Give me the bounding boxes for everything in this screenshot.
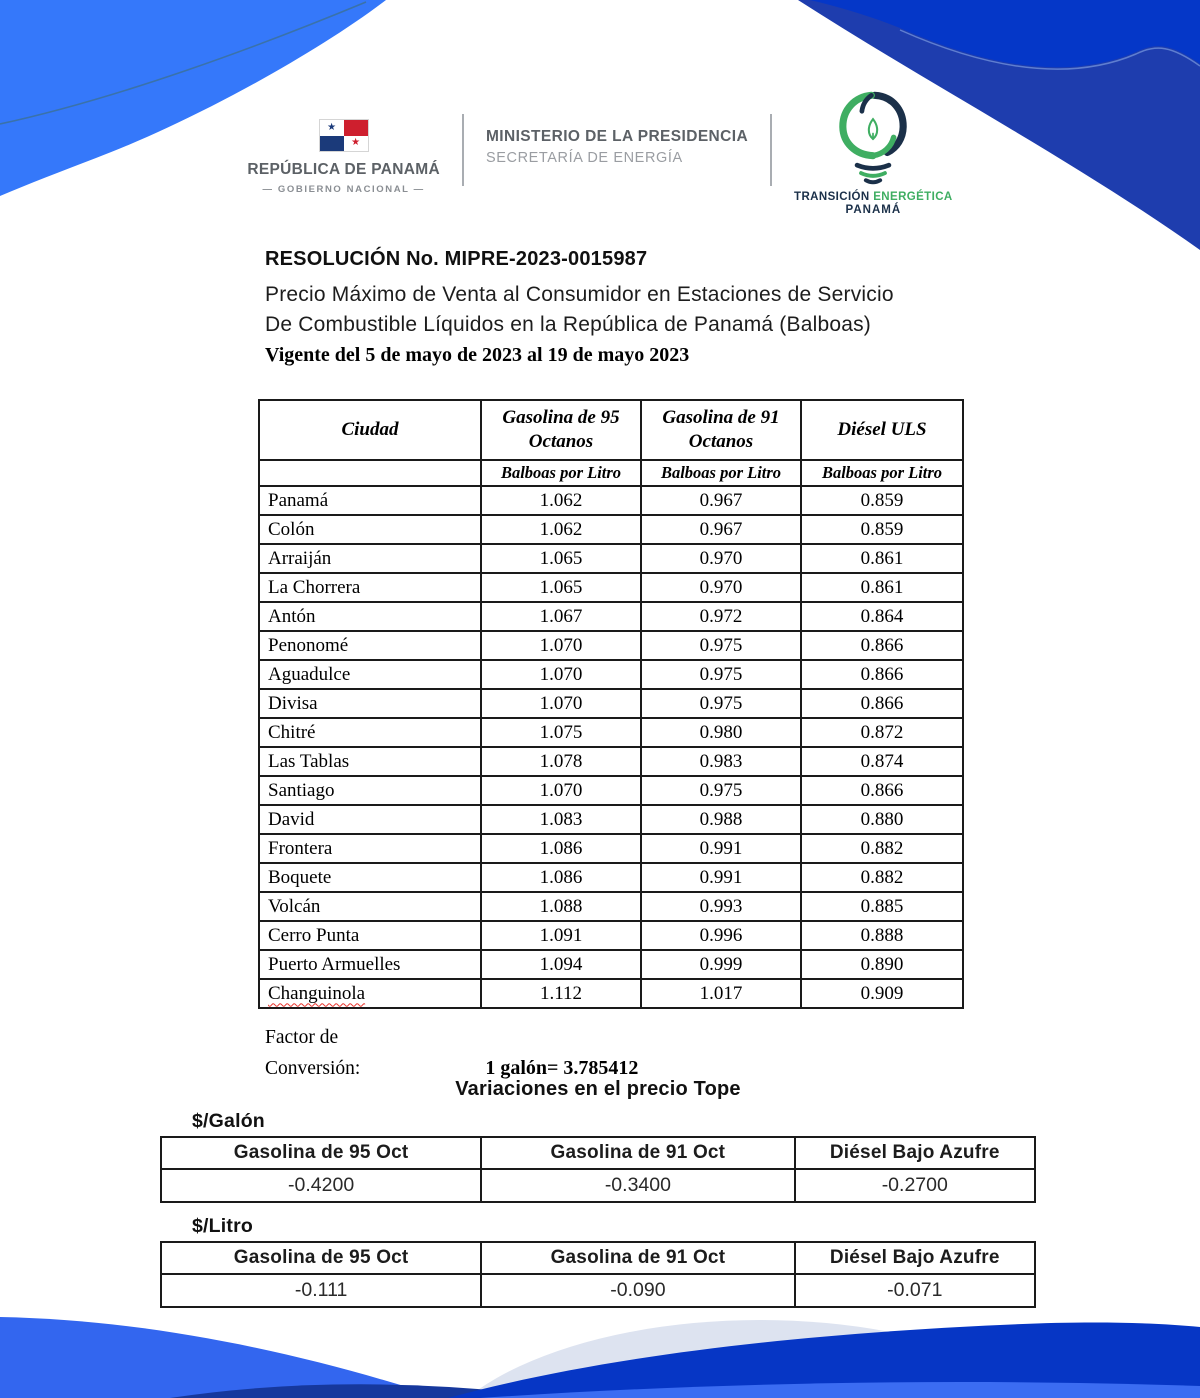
subtitle-line-1: Precio Máximo de Venta al Consumidor en Estaciones de Servicio xyxy=(265,283,894,306)
header-divider xyxy=(770,114,772,186)
table-row xyxy=(161,1274,1035,1307)
var-col-g91: Gasolina de 91 Oct xyxy=(481,1137,794,1169)
g91-price-cell: 0.999 xyxy=(641,950,801,979)
g91-price-cell: 0.975 xyxy=(641,660,801,689)
var-col-g91: Gasolina de 91 Oct xyxy=(481,1242,794,1274)
table-row xyxy=(259,979,963,1008)
gobierno-name: REPÚBLICA DE PANAMÁ xyxy=(247,161,440,178)
price-table-body xyxy=(259,486,963,1008)
flag-quadrant-blue xyxy=(320,136,344,152)
diesel-price-cell: 0.861 xyxy=(801,544,963,573)
liter-value-g95: -0.111 xyxy=(161,1274,481,1307)
col-header-diesel: Diésel ULS xyxy=(801,400,963,460)
panama-word: PANAMÁ xyxy=(845,204,902,216)
g91-price-cell: 0.993 xyxy=(641,892,801,921)
col-header-g91: Gasolina de 91 Octanos xyxy=(641,400,801,460)
header-logos xyxy=(0,88,1200,216)
table-row xyxy=(259,892,963,921)
table-row xyxy=(259,863,963,892)
city-cell: Boquete xyxy=(259,863,481,892)
diesel-price-cell: 0.885 xyxy=(801,892,963,921)
g95-price-cell: 1.070 xyxy=(481,631,641,660)
diesel-price-cell: 0.866 xyxy=(801,689,963,718)
gobierno-subtitle: — GOBIERNO NACIONAL — xyxy=(262,184,425,195)
diesel-price-cell: 0.861 xyxy=(801,573,963,602)
var-col-g95: Gasolina de 95 Oct xyxy=(161,1242,481,1274)
var-col-diesel: Diésel Bajo Azufre xyxy=(795,1242,1035,1274)
city-cell: Las Tablas xyxy=(259,747,481,776)
gallon-value-g91: -0.3400 xyxy=(481,1169,794,1202)
city-cell: Chitré xyxy=(259,718,481,747)
diesel-price-cell: 0.882 xyxy=(801,863,963,892)
g95-price-cell: 1.067 xyxy=(481,602,641,631)
g95-price-cell: 1.086 xyxy=(481,834,641,863)
g95-price-cell: 1.062 xyxy=(481,515,641,544)
liter-value-g91: -0.090 xyxy=(481,1274,794,1307)
flag-quadrant-white-blue-star: ★ xyxy=(320,120,344,136)
diesel-price-cell: 0.890 xyxy=(801,950,963,979)
city-cell: Arraiján xyxy=(259,544,481,573)
city-cell: Divisa xyxy=(259,689,481,718)
table-row xyxy=(259,631,963,660)
variations-section xyxy=(160,1078,1036,1308)
city-cell: Aguadulce xyxy=(259,660,481,689)
table-row xyxy=(259,718,963,747)
transicion-energetica-logo xyxy=(794,89,953,217)
g95-price-cell: 1.112 xyxy=(481,979,641,1008)
g95-price-cell: 1.086 xyxy=(481,863,641,892)
city-cell: La Chorrera xyxy=(259,573,481,602)
subtitle-line-2: De Combustible Líquidos en la República de Panamá (Balboas) xyxy=(265,312,871,336)
diesel-price-cell: 0.872 xyxy=(801,718,963,747)
diesel-price-cell: 0.864 xyxy=(801,602,963,631)
conversion-value: 1 galón= 3.785412 xyxy=(485,1057,639,1079)
diesel-price-cell: 0.866 xyxy=(801,660,963,689)
g91-price-cell: 0.972 xyxy=(641,602,801,631)
unit-cell-empty xyxy=(259,460,481,487)
g91-price-cell: 0.967 xyxy=(641,515,801,544)
transicion-text xyxy=(794,191,953,217)
table-row xyxy=(161,1169,1035,1202)
table-row xyxy=(259,602,963,631)
g91-price-cell: 0.983 xyxy=(641,747,801,776)
liter-section-label: $/Litro xyxy=(192,1215,253,1237)
table-row xyxy=(259,544,963,573)
g91-price-cell: 1.017 xyxy=(641,979,801,1008)
g95-price-cell: 1.094 xyxy=(481,950,641,979)
conversion-label: Factor de Conversión: xyxy=(265,1027,361,1079)
diesel-price-cell: 0.880 xyxy=(801,805,963,834)
city-cell: Cerro Punta xyxy=(259,921,481,950)
title-block xyxy=(265,248,1055,367)
col-header-g95: Gasolina de 95 Octanos xyxy=(481,400,641,460)
transicion-word: TRANSICIÓN xyxy=(794,190,870,203)
liter-variations-table xyxy=(160,1241,1036,1308)
diesel-price-cell: 0.874 xyxy=(801,747,963,776)
table-row xyxy=(259,689,963,718)
city-cell: Volcán xyxy=(259,892,481,921)
table-row xyxy=(259,834,963,863)
g91-price-cell: 0.975 xyxy=(641,776,801,805)
g95-price-cell: 1.070 xyxy=(481,776,641,805)
diesel-price-cell: 0.859 xyxy=(801,515,963,544)
table-row xyxy=(259,776,963,805)
header-divider xyxy=(462,114,464,186)
fuel-price-table xyxy=(258,399,964,1009)
diesel-price-cell: 0.888 xyxy=(801,921,963,950)
diesel-price-cell: 0.909 xyxy=(801,979,963,1008)
resolution-number: RESOLUCIÓN No. MIPRE-2023-0015987 xyxy=(265,248,648,270)
gallon-section-label: $/Galón xyxy=(192,1110,265,1132)
city-cell: Antón xyxy=(259,602,481,631)
gobierno-logo xyxy=(247,119,440,195)
g91-price-cell: 0.980 xyxy=(641,718,801,747)
ministerio-subtitle: SECRETARÍA DE ENERGÍA xyxy=(485,150,683,166)
g95-price-cell: 1.070 xyxy=(481,660,641,689)
city-cell: Santiago xyxy=(259,776,481,805)
diesel-price-cell: 0.866 xyxy=(801,776,963,805)
city-cell: David xyxy=(259,805,481,834)
g95-price-cell: 1.078 xyxy=(481,747,641,776)
conversion-factor xyxy=(265,1022,638,1084)
table-row xyxy=(259,747,963,776)
variations-title: Variaciones en el precio Tope xyxy=(455,1078,741,1100)
table-row xyxy=(259,515,963,544)
g91-price-cell: 0.988 xyxy=(641,805,801,834)
table-row xyxy=(259,950,963,979)
liter-value-diesel: -0.071 xyxy=(795,1274,1035,1307)
panama-flag-icon xyxy=(319,119,369,152)
unit-label: Balboas por Litro xyxy=(481,460,641,487)
g91-price-cell: 0.970 xyxy=(641,573,801,602)
gallon-variations-table xyxy=(160,1136,1036,1203)
document-subtitle xyxy=(265,280,1055,340)
g91-price-cell: 0.975 xyxy=(641,689,801,718)
table-row xyxy=(259,660,963,689)
unit-label: Balboas por Litro xyxy=(801,460,963,487)
flag-quadrant-white-red-star: ★ xyxy=(344,136,368,152)
city-cell: Penonomé xyxy=(259,631,481,660)
g95-price-cell: 1.083 xyxy=(481,805,641,834)
g95-price-cell: 1.075 xyxy=(481,718,641,747)
energetica-word: ENERGÉTICA xyxy=(873,190,953,203)
g95-price-cell: 1.091 xyxy=(481,921,641,950)
g95-price-cell: 1.070 xyxy=(481,689,641,718)
city-cell: Frontera xyxy=(259,834,481,863)
energy-swirl-icon xyxy=(827,89,919,189)
var-col-diesel: Diésel Bajo Azufre xyxy=(795,1137,1035,1169)
table-row xyxy=(259,573,963,602)
city-cell: Panamá xyxy=(259,486,481,515)
g91-price-cell: 0.996 xyxy=(641,921,801,950)
city-cell: Changuinola xyxy=(259,979,481,1008)
col-header-city: Ciudad xyxy=(259,400,481,460)
var-col-g95: Gasolina de 95 Oct xyxy=(161,1137,481,1169)
city-cell: Colón xyxy=(259,515,481,544)
gallon-value-g95: -0.4200 xyxy=(161,1169,481,1202)
table-row xyxy=(259,921,963,950)
diesel-price-cell: 0.866 xyxy=(801,631,963,660)
diesel-price-cell: 0.859 xyxy=(801,486,963,515)
g95-price-cell: 1.065 xyxy=(481,573,641,602)
city-cell: Puerto Armuelles xyxy=(259,950,481,979)
g91-price-cell: 0.991 xyxy=(641,834,801,863)
diesel-price-cell: 0.882 xyxy=(801,834,963,863)
table-row xyxy=(259,486,963,515)
gallon-value-diesel: -0.2700 xyxy=(795,1169,1035,1202)
g91-price-cell: 0.991 xyxy=(641,863,801,892)
flag-quadrant-red xyxy=(344,120,368,136)
unit-label: Balboas por Litro xyxy=(641,460,801,487)
g91-price-cell: 0.967 xyxy=(641,486,801,515)
validity-period: Vigente del 5 de mayo de 2023 al 19 de mayo 2023 xyxy=(265,343,690,366)
table-row xyxy=(259,805,963,834)
ministerio-block xyxy=(486,128,748,166)
g95-price-cell: 1.062 xyxy=(481,486,641,515)
price-table-header xyxy=(259,400,963,486)
ministerio-title: MINISTERIO DE LA PRESIDENCIA xyxy=(485,128,749,145)
g91-price-cell: 0.975 xyxy=(641,631,801,660)
g95-price-cell: 1.088 xyxy=(481,892,641,921)
g91-price-cell: 0.970 xyxy=(641,544,801,573)
g95-price-cell: 1.065 xyxy=(481,544,641,573)
